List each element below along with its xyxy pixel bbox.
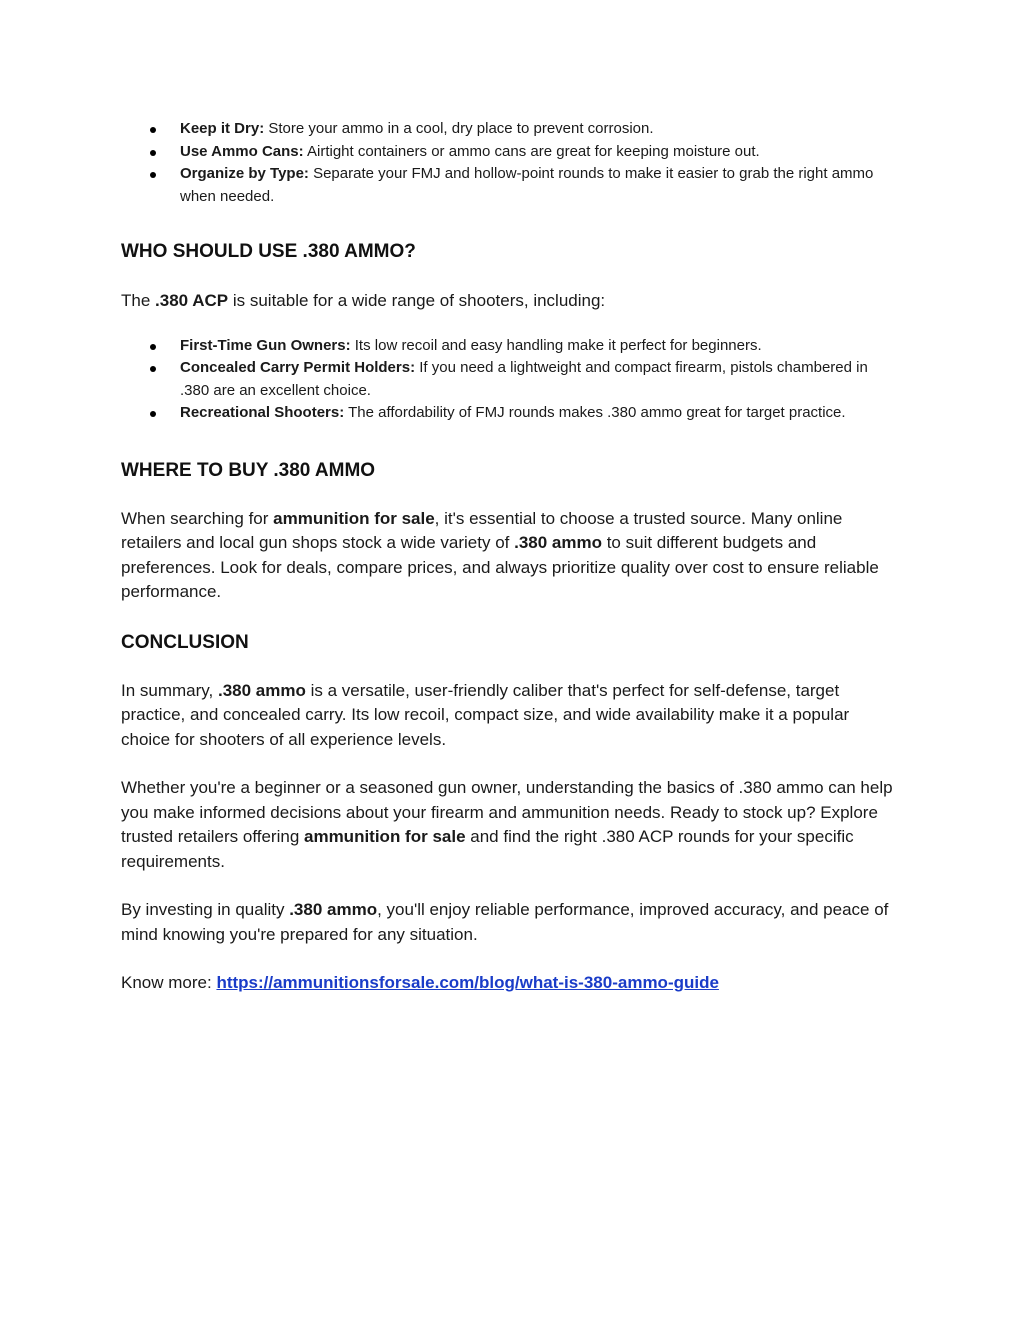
bullet-icon — [150, 344, 156, 350]
conclusion-bold: .380 ammo — [217, 680, 306, 700]
where-text-2: , it's essential to choose a trusted source. Many online retailers and local gun shops stock a wide variety of — [121, 508, 843, 552]
list-item — [121, 357, 900, 402]
know-more-line — [121, 971, 900, 996]
where-paragraph — [121, 507, 900, 605]
list-item-text: If you need a lightweight and compact firearm, pistols chambered in .380 are an excellent choice. — [180, 359, 868, 399]
conclusion-text: is a versatile, user-friendly caliber that's perfect for self-defense, target practice, and concealed carry. Its low recoil, compact size, and wide availability make it a popular choice for shooters of all experience levels. — [121, 680, 850, 749]
list-item-text: The affordability of FMJ rounds makes .380 ammo great for target practice. — [344, 404, 846, 421]
conclusion-text: , you'll enjoy reliable performance, improved accuracy, and peace of mind knowing you're prepared for any situation. — [121, 900, 889, 944]
list-item-label: Concealed Carry Permit Holders: — [180, 359, 416, 376]
where-text-1: When searching for — [121, 508, 274, 528]
conclusion-text: In summary, — [121, 680, 218, 700]
who-intro — [121, 289, 900, 314]
conclusion-text: and find the right .380 ACP rounds for your specific requirements. — [121, 827, 854, 871]
conclusion-bold: ammunition for sale — [304, 827, 466, 846]
who-intro-pre: The — [121, 291, 156, 310]
list-item-label: Recreational Shooters: — [180, 404, 345, 421]
conclusion-text: Whether you're a beginner or a seasoned gun owner, understanding the basics of .380 ammo can help you make informed decisions about your firearm and ammunition needs. Ready to stock up? Explore trusted retailers offering — [121, 778, 893, 846]
list-item — [121, 141, 900, 164]
list-item — [121, 118, 900, 141]
conclusion-paragraph-1 — [121, 679, 900, 753]
who-list — [121, 335, 900, 425]
conclusion-paragraph-2 — [121, 776, 900, 874]
conclusion-bold: .380 ammo — [289, 900, 378, 919]
bullet-icon — [150, 150, 156, 156]
list-item — [121, 163, 900, 208]
list-item — [121, 402, 900, 425]
who-heading: WHO SHOULD USE .380 AMMO? — [121, 241, 416, 262]
conclusion-text: By investing in quality — [121, 900, 290, 919]
bullet-icon — [150, 127, 156, 133]
guide-link[interactable]: https://ammunitionsforsale.com/blog/what-is-380-ammo-guide — [216, 973, 719, 992]
list-item-text: Airtight containers or ammo cans are great for keeping moisture out. — [303, 142, 760, 160]
bullet-icon — [150, 411, 156, 417]
list-item — [121, 335, 900, 358]
who-intro-post: is suitable for a wide range of shooters, including: — [228, 291, 606, 310]
list-item-text: Store your ammo in a cool, dry place to prevent corrosion. — [264, 120, 654, 137]
storage-tips-list — [121, 118, 900, 208]
list-item-text: Separate your FMJ and hollow-point rounds to make it easier to grab the right ammo when needed. — [180, 165, 874, 205]
where-bold-2: .380 ammo — [514, 533, 602, 552]
list-item-label: Keep it Dry: — [180, 120, 265, 137]
conclusion-paragraph-3 — [121, 898, 900, 947]
where-heading: WHERE TO BUY .380 AMMO — [121, 459, 376, 481]
list-item-label: First-Time Gun Owners: — [180, 336, 351, 354]
know-more-label: Know more: — [121, 973, 217, 992]
where-bold-1: ammunition for sale — [273, 508, 435, 528]
who-intro-bold: .380 ACP — [155, 291, 229, 310]
list-item-label: Organize by Type: — [180, 165, 309, 182]
conclusion-heading: CONCLUSION — [121, 631, 249, 653]
bullet-icon — [150, 172, 156, 178]
list-item-text: Its low recoil and easy handling make it perfect for beginners. — [350, 336, 762, 354]
bullet-icon — [150, 366, 156, 372]
list-item-label: Use Ammo Cans: — [180, 142, 304, 160]
where-text-3: to suit different budgets and preferences. Look for deals, compare prices, and always prioritize quality over cost to ensure reliable performance. — [121, 533, 879, 601]
